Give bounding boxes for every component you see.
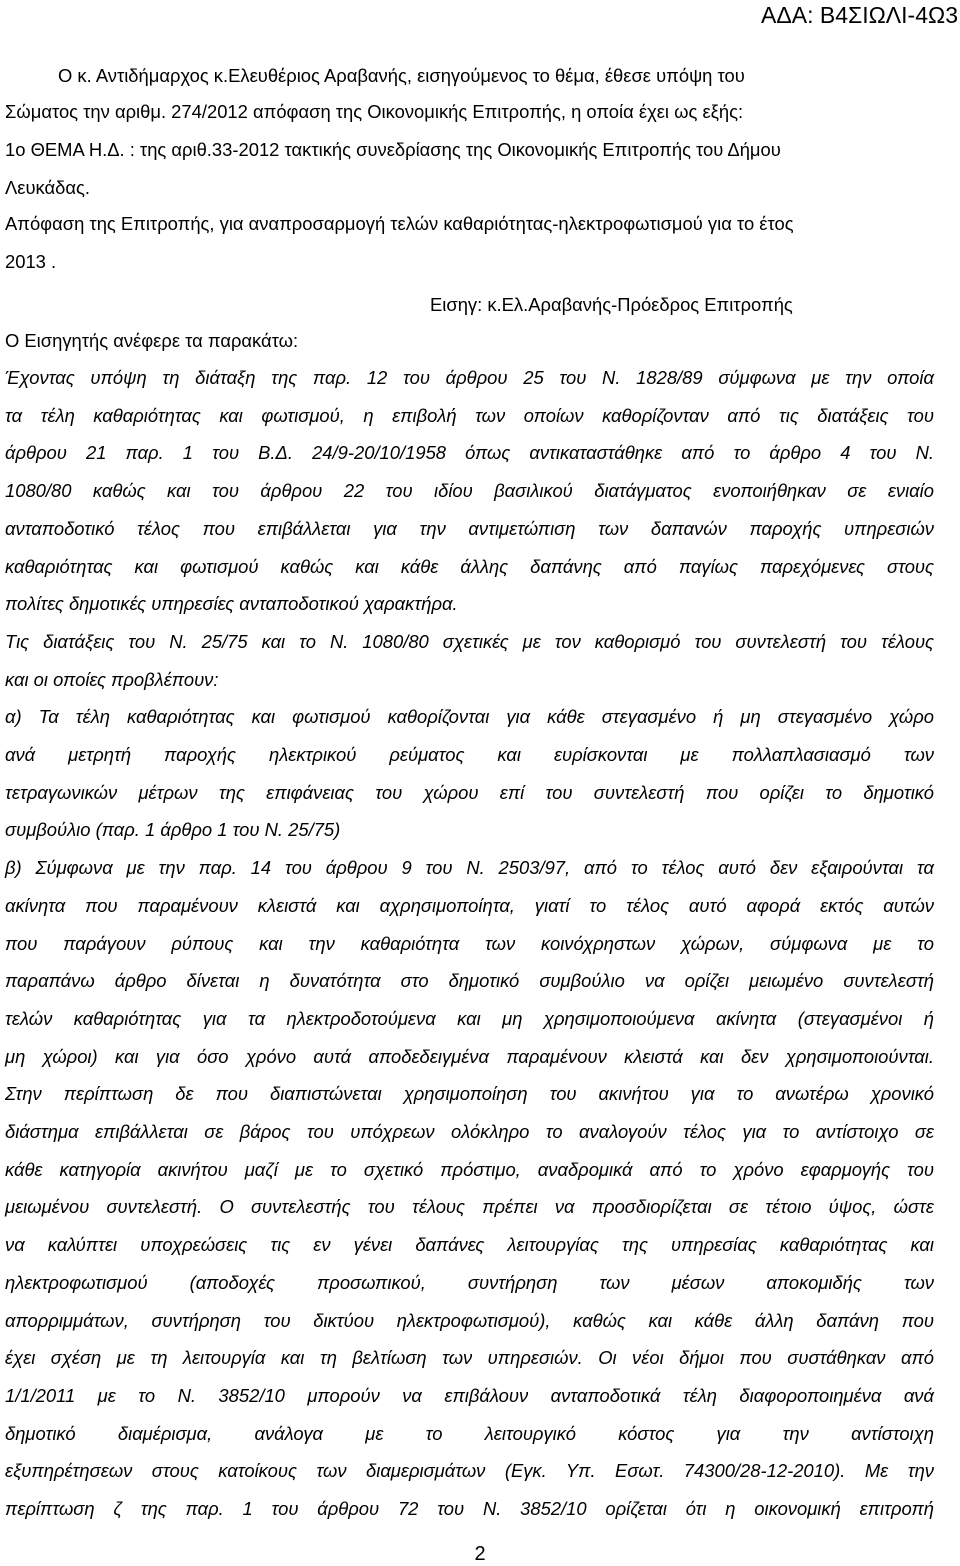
body-line: Τις διατάξεις του Ν. 25/75 και το Ν. 1080/80 σχετικές με τον καθορισμό του συντελεστή του τέλους: [5, 631, 934, 652]
body-line: ανταποδοτικό τέλος που επιβάλλεται για την αντιμετώπιση των δαπανών παροχής υπηρεσιών: [5, 518, 934, 539]
body-line: 1080/80 καθώς και του άρθρου 22 του ιδίου βασιλικού διατάγματος ενοποιήθηκαν σε ενιαίο: [5, 480, 934, 501]
body-line: τετραγωνικών μέτρων της επιφάνειας του χώρου επί του συντελεστή που ορίζει το δημοτικό: [5, 782, 934, 803]
body-line: και οι οποίες προβλέπουν:: [5, 669, 219, 690]
body-line: απορριμμάτων, συντήρηση του δικτύου ηλεκτροφωτισμού), καθώς και κάθε άλλη δαπάνη που: [5, 1310, 934, 1331]
body-line: ανά μετρητή παροχής ηλεκτρικού ρεύματος και ευρίσκονται με πολλαπλασιασμό των: [5, 744, 934, 765]
body-line: συμβούλιο (παρ. 1 άρθρο 1 του Ν. 25/75): [5, 819, 341, 840]
body-line: να καλύπτει υποχρεώσεις τις εν γένει δαπάνες λειτουργίας της υπηρεσίας καθαριότητας και: [5, 1234, 934, 1255]
body-line: δημοτικό διαμέρισμα, ανάλογα με το λειτουργικό κόστος για την αντίστοιχη: [5, 1423, 934, 1444]
body-line: μειωμένου συντελεστή. Ο συντελεστής του τέλους πρέπει να προσδιορίζεται σε τέτοιο ύψος, ώστε: [5, 1196, 934, 1217]
body-line: που παράγουν ρύπους και την καθαριότητα των κοινόχρηστων χώρων, σύμφωνα με το: [5, 933, 934, 954]
body-line: καθαριότητας και φωτισμού καθώς και κάθε άλλης δαπάνης από παγίως παρεχόμενες στους: [5, 556, 934, 577]
body-line: ηλεκτροφωτισμού (αποδοχές προσωπικού, συντήρηση των μέσων αποκομιδής των: [5, 1272, 934, 1293]
subject-line-1: 1ο ΘΕΜΑ Η.Δ. : της αριθ.33-2012 τακτικής συνεδρίασης της Οικονομικής Επιτροπής του Δήμου: [5, 139, 781, 160]
body-line: 1/1/2011 με το Ν. 3852/10 μπορούν να επιβάλουν ανταποδοτικά τέλη διαφοροποιημένα ανά: [5, 1385, 934, 1406]
body-line: Στην περίπτωση δε που διαπιστώνεται χρησιμοποίηση του ακινήτου για το ανωτέρω χρονικό: [5, 1083, 934, 1104]
body-line: διάστημα επιβάλλεται σε βάρος του υπόχρεων ολόκληρο το αναλογούν τέλος για το αντίστοιχο σε: [5, 1121, 934, 1142]
body-line: Έχοντας υπόψη τη διάταξη της παρ. 12 του άρθρου 25 του Ν. 1828/89 σύμφωνα με την οποία: [5, 367, 934, 388]
intro-line-2: Σώματος την αριθμ. 274/2012 απόφαση της Οικονομικής Επιτροπής, η οποία έχει ως εξής:: [5, 101, 744, 122]
ada-code: ΑΔΑ: Β4ΣΙΩΛΙ-4Ω3: [761, 2, 958, 28]
body-line: εξυπηρέτησεων στους κατοίκους των διαμερισμάτων (Εγκ. Υπ. Εσωτ. 74300/28-12-2010). Με την: [5, 1460, 934, 1481]
body-line: β) Σύμφωνα με την παρ. 14 του άρθρου 9 του Ν. 2503/97, από το τέλος αυτό δεν εξαιρούνται τα: [5, 857, 934, 878]
body-line: άρθρου 21 παρ. 1 του Β.Δ. 24/9-20/10/1958 όπως αντικαταστάθηκε από το άρθρο 4 του Ν.: [5, 442, 934, 463]
body-line: ακίνητα που παραμένουν κλειστά και αχρησιμοποίητα, γιατί το τέλος αυτό αφορά εκτός αυτών: [5, 895, 934, 916]
body-line: περίπτωση ζ της παρ. 1 του άρθρου 72 του Ν. 3852/10 ορίζεται ότι η οικονομική επιτροπή: [5, 1498, 934, 1519]
body-line: παραπάνω άρθρο δίνεται η δυνατότητα στο δημοτικό συμβούλιο να ορίζει μειωμένο συντελεστή: [5, 970, 934, 991]
body-line: α) Τα τέλη καθαριότητας και φωτισμού καθορίζονται για κάθε στεγασμένο ή μη στεγασμένο χώρο: [5, 706, 934, 727]
body-line: έχει σχέση με τη λειτουργία και τη βελτίωση των υπηρεσιών. Οι νέοι δήμοι που συστάθηκαν από: [5, 1347, 934, 1368]
intro-line-1: Ο κ. Αντιδήμαρχος κ.Ελευθέριος Αραβανής, εισηγούμενος το θέμα, έθεσε υπόψη του: [58, 65, 745, 86]
page-number: 2: [474, 1543, 486, 1565]
decision-title-line-2: 2013 .: [5, 251, 57, 272]
body-line: κάθε κατηγορία ακινήτου μαζί με το σχετικό πρόστιμο, αναδρομικά από το χρόνο εφαρμογής του: [5, 1159, 934, 1180]
subject-line-2: Λευκάδας.: [5, 177, 90, 198]
reported-line: Ο Εισηγητής ανέφερε τα παρακάτω:: [5, 330, 299, 351]
body-line: μη χώροι) και για όσο χρόνο αυτά αποδεδειγμένα παραμένουν κλειστά και δεν χρησιμοποιούνται.: [5, 1046, 934, 1067]
decision-title-line-1: Απόφαση της Επιτροπής, για αναπροσαρμογή τελών καθαριότητας-ηλεκτροφωτισμού για το έτος: [5, 213, 794, 234]
body-line: τελών καθαριότητας για τα ηλεκτροδοτούμενα και μη χρησιμοποιούμενα ακίνητα (στεγασμένοι ή: [5, 1008, 934, 1029]
body-line: πολίτες δημοτικές υπηρεσίες ανταποδοτικού χαρακτήρα.: [5, 593, 458, 614]
body-line: τα τέλη καθαριότητας και φωτισμού, η επιβολή των οποίων καθορίζονταν από τις διατάξεις του: [5, 405, 934, 426]
rapporteur-line: Εισηγ: κ.Ελ.Αραβανής-Πρόεδρος Επιτροπής: [430, 294, 793, 315]
